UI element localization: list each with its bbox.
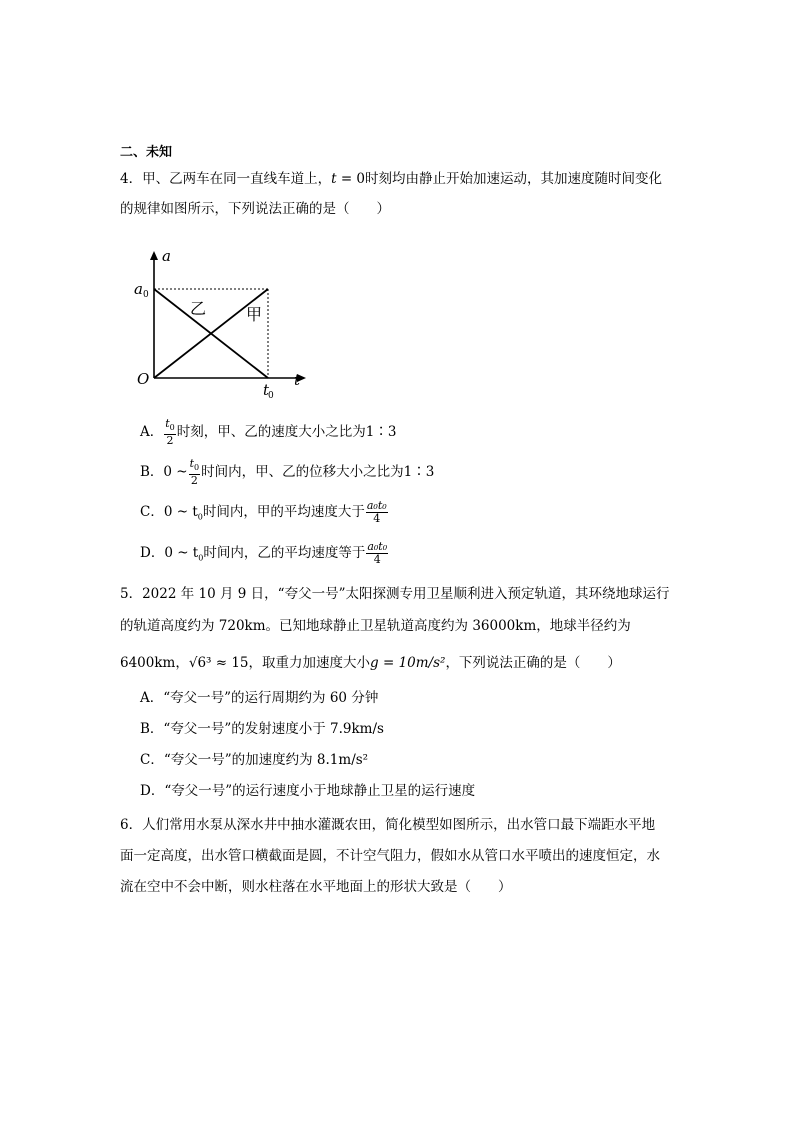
x-tick-sub: 0: [268, 391, 274, 398]
frac-c: [366, 500, 388, 525]
q6-line1: 6．人们常用水泵从深水井中抽水灌溉农田，简化模型如图所示，出水管口最下端距水平地: [120, 817, 656, 833]
option-letter: A．: [140, 424, 164, 441]
option-prefix-sub: 0: [198, 553, 204, 563]
option-prefix-sub: 0: [197, 512, 203, 522]
frac-num-sub: 0: [194, 463, 200, 473]
q5-option-d[interactable]: D．“夸父一号”的运行速度小于地球静止卫星的运行速度: [140, 783, 476, 799]
q4-stem-text-b: 时刻均由静止开始加速运动，其加速度随时间变化: [365, 171, 663, 187]
frac-d: [366, 541, 388, 566]
option-ratio: 1∶3: [365, 424, 397, 441]
q5-sqrt-expr: √6³ ≈ 15: [188, 655, 249, 671]
q5-g-expr: g = 10m/s²: [370, 655, 446, 671]
q4-stem-eq: = 0: [336, 171, 366, 187]
frac-den: 2: [166, 434, 174, 448]
label-yi: 乙: [190, 299, 207, 318]
frac-num: t: [165, 417, 170, 430]
q4-option-a[interactable]: [140, 418, 396, 447]
origin-label: O: [137, 370, 150, 388]
frac-num: a₀t₀: [366, 499, 387, 512]
section-title: 二、未知: [120, 145, 173, 160]
frac-a: [164, 418, 176, 447]
q4-stem-line2: 的规律如图所示，下列说法正确的是（ ）: [120, 201, 390, 217]
option-text: 时间内，甲的平均速度大于: [202, 504, 365, 520]
q5-option-a[interactable]: A．“夸父一号”的运行周期约为 60 分钟: [140, 690, 379, 706]
option-text: 时间内，甲、乙的位移大小之比为: [201, 464, 404, 481]
q4-option-d[interactable]: [140, 541, 389, 566]
option-ratio: 1∶3: [403, 464, 435, 481]
option-letter: C．: [140, 504, 164, 520]
option-letter: B．: [140, 464, 164, 481]
y-tick-sub: 0: [143, 290, 149, 300]
q5-option-c[interactable]: C．“夸父一号”的加速度约为 8.1m/s²: [140, 752, 369, 768]
y-axis-arrow-icon: [150, 251, 158, 260]
q6-line3: 流在空中不会中断，则水柱落在水平地面上的形状大致是（ ）: [120, 879, 512, 895]
q4-graph: [128, 243, 318, 398]
option-prefix: 0 ~ t: [163, 504, 198, 520]
q5-line3: [120, 651, 621, 671]
frac-den: 4: [373, 512, 381, 525]
frac-b: [189, 458, 201, 487]
option-text: 时间内，乙的平均速度等于: [203, 545, 366, 561]
frac-den: 4: [373, 553, 381, 566]
y-tick-label: a: [134, 280, 143, 298]
frac-num: a₀t₀: [367, 540, 388, 553]
q5-line3-b: ，取重力加速度大小: [248, 655, 371, 671]
frac-den: 2: [190, 474, 198, 488]
q4-stem-var: t: [331, 171, 337, 187]
x-tick-label: t: [263, 381, 270, 398]
label-jia: 甲: [246, 305, 263, 324]
option-letter: D．: [140, 545, 165, 561]
frac-num: t: [189, 457, 195, 470]
x-axis-label: t: [294, 371, 301, 389]
q5-line3-c: ，下列说法正确的是（ ）: [445, 655, 621, 671]
q5-option-b[interactable]: B．“夸父一号”的发射速度小于 7.9km/s: [140, 721, 384, 737]
frac-num-sub: 0: [169, 423, 175, 433]
q5-line1: 5．2022 年 10 月 9 日，“夸父一号”太阳探测专用卫星顺利进入预定轨道，其环绕地球运行: [120, 586, 670, 602]
q4-option-c[interactable]: [140, 500, 389, 525]
option-text: 时刻，甲、乙的速度大小之比为: [176, 424, 366, 441]
q5-line2: 的轨道高度约为 720km。已知地球静止卫星轨道高度约为 36000km，地球半径约为: [120, 618, 631, 634]
y-axis-label: a: [162, 247, 171, 265]
option-prefix: 0 ~: [163, 464, 188, 481]
q5-line3-a: 6400km，: [120, 655, 189, 671]
q6-line2: 面一定高度，出水管口横截面是圆，不计空气阻力，假如水从管口水平喷出的速度恒定，水: [120, 848, 660, 864]
q4-option-b[interactable]: [140, 458, 434, 487]
q4-stem-line1: [120, 167, 662, 187]
q4-stem-text-a: 4．甲、乙两车在同一直线车道上，: [120, 171, 332, 187]
option-prefix: 0 ~ t: [164, 545, 199, 561]
